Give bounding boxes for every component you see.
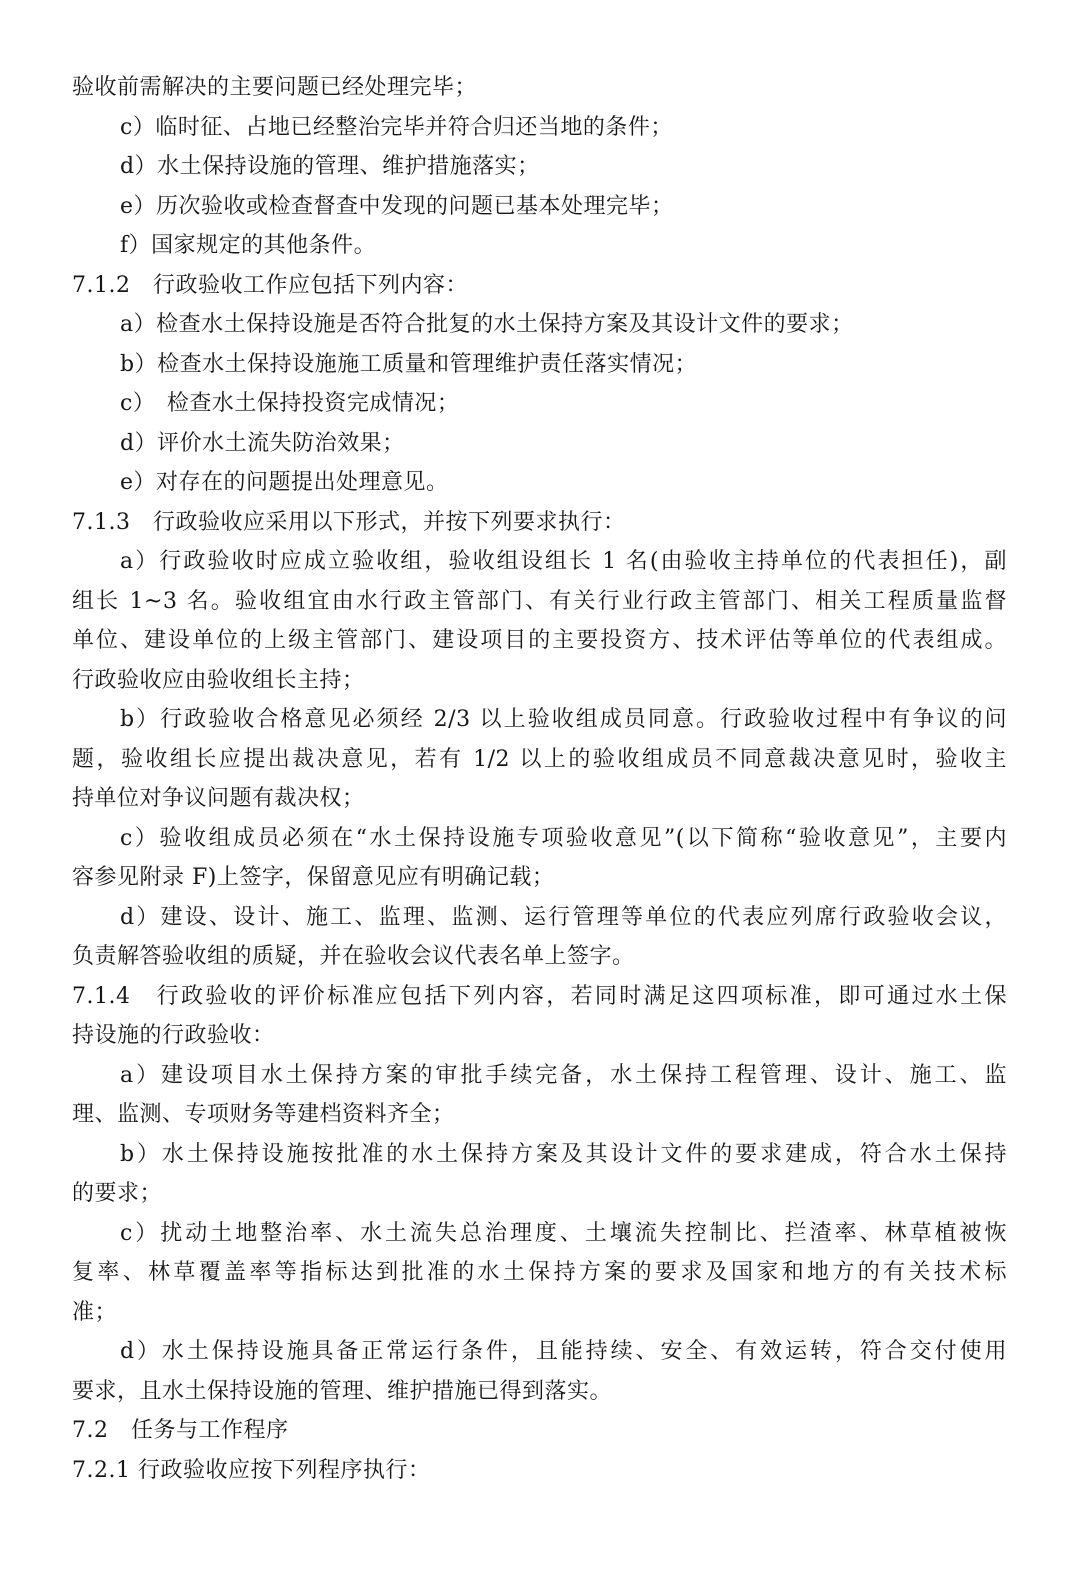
text-line: 容参见附录 F)上签字，保留意见应有明确记载； — [72, 865, 555, 890]
text-line: 行政验收应由验收组长主持； — [72, 667, 365, 693]
text-line: c）验收组成员必须在“水土保持设施专项验收意见”(以下简称“验收意见”，主要内 — [120, 825, 1007, 851]
text-line: 题，验收组长应提出裁决意见，若有 1/2 以上的验收组成员不同意裁决意见时，验收主 — [72, 746, 1007, 772]
text-line: b）检查水土保持设施施工质量和管理维护责任落实情况； — [120, 351, 698, 377]
text-line: 组长 1~3 名。验收组宜由水行政主管部门、有关行业行政主管部门、相关工程质量监督 — [72, 588, 1007, 614]
document-body — [72, 68, 1007, 1490]
text-line: 验收前需解决的主要问题已经处理完毕； — [72, 75, 478, 100]
text-line: d）建设、设计、施工、监理、监测、运行管理等单位的代表应列席行政验收会议， — [120, 904, 1007, 930]
section-heading-7-1-2: 7.1.2 行政验收工作应包括下列内容： — [72, 272, 468, 298]
text-line: 负责解答验收组的质疑，并在验收会议代表名单上签字。 — [72, 944, 635, 969]
text-line: c）临时征、占地已经整治完毕并符合归还当地的条件； — [120, 114, 673, 140]
text-line: 持设施的行政验收： — [72, 1023, 275, 1048]
section-heading-7-1-3: 7.1.3 行政验收应采用以下形式，并按下列要求执行： — [72, 509, 626, 535]
text-line: 复率、林草覆盖率等指标达到批准的水土保持方案的要求及国家和地方的有关技术标 — [72, 1260, 1007, 1285]
text-line: c） 检查水土保持投资完成情况； — [120, 391, 460, 416]
text-line: e）历次验收或检查督查中发现的问题已基本处理完毕； — [120, 193, 674, 219]
text-line: c）扰动土地整治率、水土流失总治理度、土壤流失控制比、拦渣率、林草植被恢 — [120, 1220, 1007, 1246]
text-line: 的要求； — [72, 1181, 163, 1206]
text-line: e）对存在的问题提出处理意见。 — [120, 470, 449, 495]
text-line: b）水土保持设施按批准的水土保持方案及其设计文件的要求建成，符合水土保持 — [120, 1141, 1007, 1167]
text-line: d）评价水土流失防治效果； — [120, 430, 405, 456]
text-line: d）水土保持设施具备正常运行条件，且能持续、安全、有效运转，符合交付使用 — [120, 1339, 1007, 1364]
text-line: a）行政验收时应成立验收组，验收组设组长 1 名(由验收主持单位的代表担任)，副 — [120, 549, 1007, 574]
text-line: 准； — [72, 1299, 118, 1325]
section-heading-7-2-1: 7.2.1 行政验收应按下列程序执行： — [72, 1457, 431, 1483]
text-line: a）检查水土保持设施是否符合批复的水土保持方案及其设计文件的要求； — [120, 312, 854, 337]
text-line: 持单位对争议问题有裁决权； — [72, 786, 365, 811]
text-line: b）行政验收合格意见必须经 2/3 以上验收组成员同意。行政验收过程中有争议的问 — [120, 707, 1007, 732]
section-heading-7-2: 7.2 任务与工作程序 — [72, 1418, 289, 1443]
text-line: 理、监测、专项财务等建档资料齐全； — [72, 1102, 455, 1127]
text-line: 单位、建设单位的上级主管部门、建设项目的主要投资方、技术评估等单位的代表组成。 — [72, 628, 1007, 653]
text-line: f）国家规定的其他条件。 — [120, 233, 377, 258]
text-line: a）建设项目水土保持方案的审批手续完备，水土保持工程管理、设计、施工、监 — [120, 1062, 1007, 1088]
document-page — [72, 68, 1007, 1490]
text-line: 要求，且水土保持设施的管理、维护措施已得到落实。 — [72, 1378, 613, 1404]
text-line: d）水土保持设施的管理、维护措施落实； — [120, 154, 540, 179]
section-heading-7-1-4: 7.1.4 行政验收的评价标准应包括下列内容，若同时满足这四项标准，即可通过水土保 — [72, 983, 1007, 1009]
